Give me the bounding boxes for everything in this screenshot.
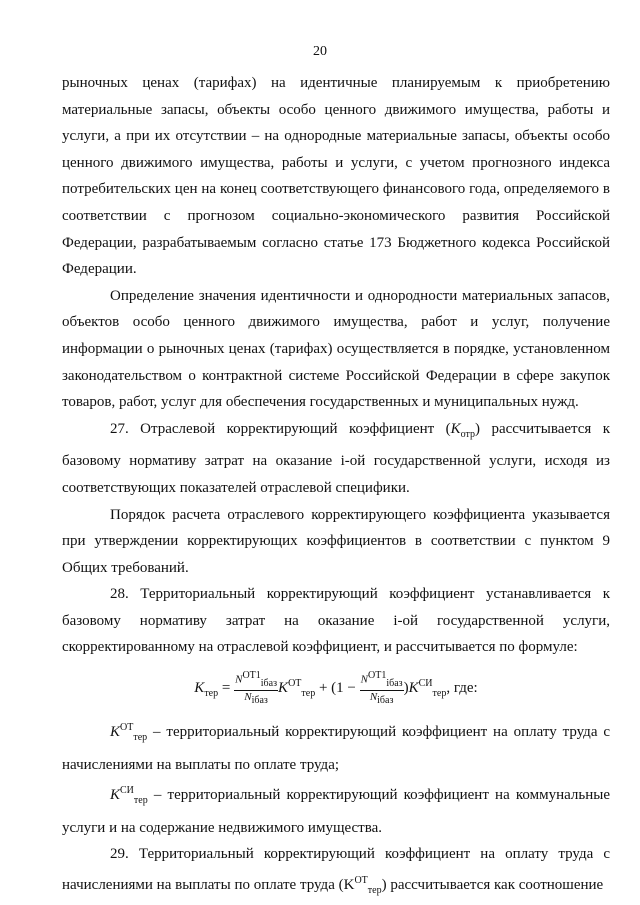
def1-sub: тер <box>133 732 148 744</box>
def1-text: – территориальный корректирующий коэффициент на оплату труда с начислениями на выплаты по оплате труда; <box>62 724 610 773</box>
formula-tail: , где: <box>446 680 478 697</box>
numerator-sup: ОТ1 <box>242 670 261 682</box>
p27-text-before: 27. Отраслевой корректирующий коэффициент ( <box>110 420 451 437</box>
def1-sup: ОТ <box>120 722 134 734</box>
definition-k-ter-si <box>62 778 610 841</box>
paragraph-identity-definition: Определение значения идентичности и однородности материальных запасов, объектов особо ценного движимого имущества, работ и услуг, получение информации о рыночных ценах (тарифах) осуществляется в порядке, установленном законодательством о контрактной системе Российской Федерации в сфере закупок товаров, работ, услуг для обеспечения государственных и муниципальных нужд. <box>62 287 610 411</box>
formula-lhs-symbol: K <box>194 680 205 697</box>
document-body <box>62 70 610 905</box>
def1-symbol: K <box>110 724 121 741</box>
p29-text-after: ) рассчитывается как соотношение <box>381 877 604 894</box>
paragraph-28: 28. Территориальный корректирующий коэффициент устанавливается к базовому нормативу затрат на оказание i-ой государственной услуги, скорректированному на отраслевой коэффициент, и рассчитывается по формуле: <box>62 586 610 656</box>
denominator-symbol: N <box>244 690 252 703</box>
definition-k-ter-ot <box>62 715 610 778</box>
def2-symbol: K <box>110 787 121 804</box>
denominator-sub-2: iбаз <box>377 695 394 707</box>
numerator-symbol-2: N <box>360 673 368 686</box>
territorial-coefficient-formula <box>62 667 610 711</box>
formula-lhs-subscript: тер <box>204 688 219 700</box>
formula-k1-symbol: K <box>278 680 289 697</box>
formula-close-paren: ) <box>403 680 409 697</box>
formula-k2-sub: тер <box>432 688 447 700</box>
k-otr-symbol: K <box>450 420 461 437</box>
formula-k1-sup: ОТ <box>288 678 302 690</box>
p29-text-before: 29. Территориальный корректирующий коэффициент на оплату труда с начислениями на выплаты по оплате труда ( <box>62 846 610 894</box>
paragraph-market-prices: рыночных ценах (тарифах) на идентичные планируемым к приобретению материальные запасы, объекты особо ценного движимого имущества, работы и услуги, а при их отсутствии – на однородные материальные запасы, объекты особо ценного движимого имущества, работы и услуги, с учетом прогнозного индекса потребительских цен на конец соответствующего финансового года, определяемого в соответствии с прогнозом социально-экономического развития Российской Федерации, разрабатываемым согласно статье 173 Бюджетного кодекса Российской Федерации. <box>62 75 610 278</box>
formula-k2-sup: СИ <box>418 678 433 690</box>
numerator-sub-2: iбаз <box>386 677 403 689</box>
formula-k2-symbol: K <box>408 680 419 697</box>
k-otr-subscript: отр <box>460 428 476 440</box>
p27-text-after: ) рассчитывается к базовому нормативу затрат на оказание i-ой государственной услуги, исходя из соответствующих показателей отраслевой специфики. <box>62 420 611 496</box>
def2-sup: СИ <box>120 785 134 797</box>
paragraph-29 <box>62 841 610 904</box>
k-ter-ot-sub: тер <box>367 885 382 897</box>
fraction-2-numerator <box>360 670 404 691</box>
fraction-1-denominator <box>234 691 278 707</box>
def2-sub: тер <box>133 795 148 807</box>
formula-equals: = <box>218 680 235 697</box>
formula-fraction-2 <box>360 670 404 707</box>
k-ter-ot-sup: ОТ <box>354 875 368 887</box>
page-number: 20 <box>313 44 327 59</box>
numerator-symbol: N <box>235 673 243 686</box>
fraction-2-denominator <box>360 691 404 707</box>
formula-plus-open: + (1 − <box>315 680 360 697</box>
paragraph-calc-order: Порядок расчета отраслевого корректирующего коэффициента указывается при утверждении корректирующих коэффициентов в соответствии с пунктом 9 Общих требований. <box>62 506 610 576</box>
denominator-sub: iбаз <box>251 695 268 707</box>
formula-fraction-1 <box>234 670 278 707</box>
paragraph-27 <box>62 416 610 502</box>
formula-k1-sub: тер <box>301 688 316 700</box>
numerator-sup-2: ОТ1 <box>367 670 387 682</box>
k-ter-ot-symbol: K <box>343 877 355 894</box>
fraction-1-numerator <box>234 670 278 691</box>
def2-text: – территориальный корректирующий коэффициент на коммунальные услуги и на содержание недвижимого имущества. <box>62 787 610 836</box>
denominator-symbol-2: N <box>369 690 378 703</box>
numerator-sub: iбаз <box>260 677 278 689</box>
